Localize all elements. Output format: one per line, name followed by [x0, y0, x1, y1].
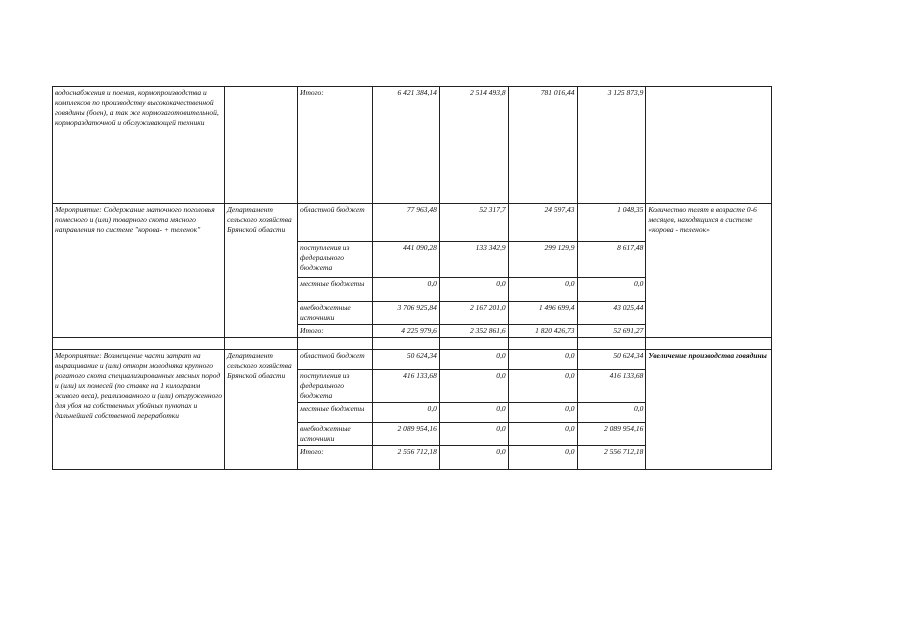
value-cell: 3 125 873,9: [577, 87, 646, 204]
activity-cell: Мероприятие: Возмещение части затрат на выращивание и (или) откорм молодняка крупного рогатого скота специализированных мясных пород и (или) их помесей (по ставке на 1 килограмм живого веса), реализованного и (или) отгруженного для убоя на собственных убойных пунктах и дальнейшей собственной переработки: [53, 350, 225, 470]
activity-cell: водоснабжения и поения, кормопроизводства и комплексов по производству высококачественной говядины (боен), а так же кормозаготовительной, кормораздаточной и обслуживающей техники: [53, 87, 225, 204]
value-cell: 0,0: [508, 370, 577, 403]
value-cell: 2 089 954,16: [372, 423, 439, 446]
source-cell: Итого:: [298, 446, 373, 470]
value-cell: 299 129,9: [508, 242, 577, 278]
table-row: [53, 338, 772, 350]
source-cell: поступления из федерального бюджета: [298, 242, 373, 278]
value-cell: 781 016,44: [508, 87, 577, 204]
value-cell: 2 089 954,16: [577, 423, 646, 446]
value-cell: 1 048,35: [577, 204, 646, 242]
table-row: [53, 204, 772, 242]
result-cell: Количество телят в возрасте 0-6 месяцев, находящихся в системе «корова - теленок»: [646, 204, 772, 338]
value-cell: 416 133,68: [372, 370, 439, 403]
spacer-cell: [225, 338, 298, 350]
value-cell: 0,0: [439, 446, 508, 470]
value-cell: 6 421 384,14: [372, 87, 439, 204]
value-cell: 0,0: [372, 278, 439, 302]
value-cell: 0,0: [372, 403, 439, 423]
value-cell: 52 317,7: [439, 204, 508, 242]
value-cell: 50 624,34: [372, 350, 439, 370]
spacer-cell: [577, 338, 646, 350]
value-cell: 2 556 712,18: [372, 446, 439, 470]
value-cell: 0,0: [439, 403, 508, 423]
value-cell: 43 025,44: [577, 302, 646, 325]
value-cell: 133 342,9: [439, 242, 508, 278]
value-cell: 0,0: [439, 423, 508, 446]
value-cell: 77 963,48: [372, 204, 439, 242]
value-cell: 8 617,48: [577, 242, 646, 278]
source-cell: поступления из федерального бюджета: [298, 370, 373, 403]
value-cell: 441 090,28: [372, 242, 439, 278]
source-cell: областной бюджет: [298, 350, 373, 370]
value-cell: 0,0: [508, 403, 577, 423]
source-cell: Итого:: [298, 325, 373, 338]
result-cell: Увеличение производства говядины: [646, 350, 772, 470]
value-cell: 2 556 712,18: [577, 446, 646, 470]
value-cell: 0,0: [508, 350, 577, 370]
activity-cell: Мероприятие: Содержание маточного поголовья помесного и (или) товарного скота мясного направления по системе "корова- + теленок": [53, 204, 225, 338]
value-cell: 0,0: [508, 446, 577, 470]
source-cell: Итого:: [298, 87, 373, 204]
value-cell: 50 624,34: [577, 350, 646, 370]
value-cell: 24 597,43: [508, 204, 577, 242]
spacer-cell: [53, 338, 225, 350]
value-cell: 0,0: [439, 278, 508, 302]
source-cell: областной бюджет: [298, 204, 373, 242]
value-cell: 0,0: [577, 278, 646, 302]
value-cell: 3 706 925,84: [372, 302, 439, 325]
spacer-cell: [508, 338, 577, 350]
executor-cell: Департамент сельского хозяйства Брянской области: [225, 350, 298, 470]
spacer-cell: [298, 338, 373, 350]
value-cell: 0,0: [508, 278, 577, 302]
program-table: [52, 86, 772, 470]
value-cell: 52 691,27: [577, 325, 646, 338]
source-cell: внебюджетные источники: [298, 302, 373, 325]
value-cell: 0,0: [439, 370, 508, 403]
spacer-cell: [439, 338, 508, 350]
value-cell: 416 133,68: [577, 370, 646, 403]
value-cell: 0,0: [577, 403, 646, 423]
source-cell: местные бюджеты: [298, 278, 373, 302]
value-cell: 1 820 426,73: [508, 325, 577, 338]
executor-cell: [225, 87, 298, 204]
value-cell: 1 496 699,4: [508, 302, 577, 325]
value-cell: 2 514 493,8: [439, 87, 508, 204]
value-cell: 2 167 201,0: [439, 302, 508, 325]
value-cell: 0,0: [439, 350, 508, 370]
executor-cell: Департамент сельского хозяйства Брянской области: [225, 204, 298, 338]
value-cell: 4 225 979,6: [372, 325, 439, 338]
value-cell: 2 352 861,6: [439, 325, 508, 338]
source-cell: местные бюджеты: [298, 403, 373, 423]
table-row: [53, 350, 772, 370]
result-cell: [646, 87, 772, 204]
spacer-cell: [646, 338, 772, 350]
source-cell: внебюджетные источники: [298, 423, 373, 446]
table-row: [53, 87, 772, 204]
value-cell: 0,0: [508, 423, 577, 446]
spacer-cell: [372, 338, 439, 350]
